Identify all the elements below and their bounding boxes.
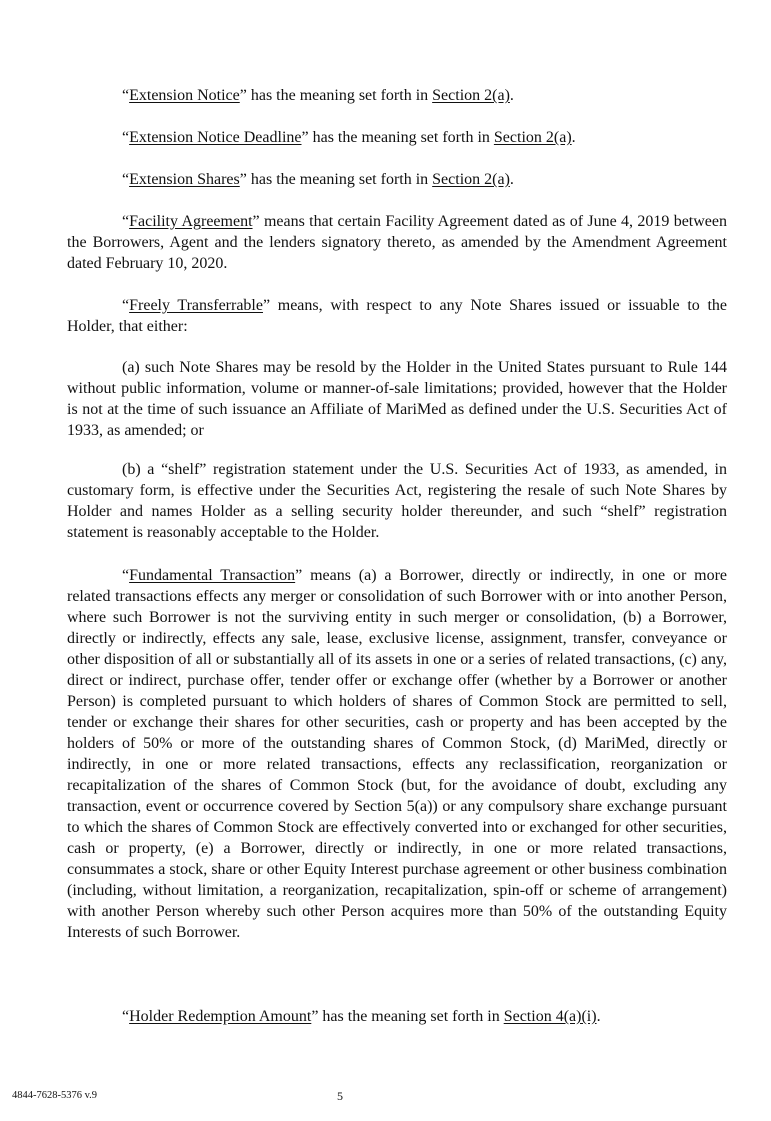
- section-reference: Section 2(a): [432, 87, 510, 104]
- clause-a: (a) such Note Shares may be resold by the Holder in the United States pursuant to Rule 144 without public information, volume or manner-of-sale limitations; provided, however that the Holder is not at the time of such issuance an Affiliate of MariMed as defined under the U.S. Securities Act of 1933, as amended; or: [67, 359, 727, 439]
- clause-b: (b) a “shelf” registration statement under the U.S. Securities Act of 1933, as amended, in customary form, is effective under the Securities Act, registering the resale of such Note Shares by Holder and names Holder as a selling security holder thereunder, and such “shelf” registration statement is reasonably acceptable to the Holder.: [67, 461, 727, 541]
- definition-fundamental-transaction: “Fundamental Transaction” means (a) a Borrower, directly or indirectly, in one or more related transactions effects any merger or consolidation of such Borrower with or into another Person, where such Borrower is not the surviving entity in such merger or consolidation, (b) a Borrower, directly or indirectly, effects any sale, lease, exclusive license, assignment, transfer, conveyance or other disposition of all or substantially all of its assets in one or a series of related transactions, (c) any, direct or indirect, purchase offer, tender offer or exchange offer (whether by a Borrower or another Person) is completed pursuant to which holders of shares of Common Stock are permitted to sell, tender or exchange their shares for other securities, cash or property and has been accepted by the holders of 50% or more of the outstanding shares of Common Stock, (d) MariMed, directly or indirectly, in one or more related transactions, effects any reclassification, reorganization or recapitalization of the shares of Common Stock (but, for the avoidance of doubt, excluding any transaction, event or occurrence covered by Section 5(a)) or any compulsory share exchange pursuant to which the shares of Common Stock are effectively converted into or exchanged for other securities, cash or property, (e) a Borrower, directly or indirectly, in one or more related transactions, consummates a stock, share or other Equity Interest purchase agreement or other business combination (including, without limitation, a reorganization, recapitalization, spin-off or scheme of arrangement) with another Person whereby such other Person acquires more than 50% of the outstanding Equity Interests of such Borrower.: [67, 567, 727, 941]
- definition-holder-redemption-amount: “Holder Redemption Amount” has the meaning set forth in Section 4(a)(i).: [122, 1008, 601, 1025]
- definition-facility-agreement: “Facility Agreement” means that certain Facility Agreement dated as of June 4, 2019 between the Borrowers, Agent and the lenders signatory thereto, as amended by the Amendment Agreement dated February 10, 2020.: [67, 213, 728, 272]
- section-reference: Section 2(a): [493, 129, 572, 146]
- defined-term: Holder Redemption Amount: [129, 1008, 312, 1025]
- defined-term: Freely Transferrable: [129, 297, 263, 314]
- page-number: 5: [337, 1089, 343, 1103]
- defined-term: Fundamental Transaction: [129, 567, 296, 584]
- section-reference: Section 2(a): [432, 171, 510, 188]
- section-reference: Section 4(a)(i): [503, 1008, 597, 1025]
- defined-term: Facility Agreement: [129, 213, 253, 230]
- definition-freely-transferrable: “Freely Transferrable” means, with respect to any Note Shares issued or issuable to the Holder, that either:: [67, 297, 728, 335]
- defined-term: Extension Notice Deadline: [129, 129, 302, 146]
- definition-extension-shares: “Extension Shares” has the meaning set forth in Section 2(a).: [122, 171, 514, 188]
- definition-extension-notice: “Extension Notice” has the meaning set forth in Section 2(a).: [122, 87, 514, 104]
- defined-term: Extension Notice: [129, 87, 240, 104]
- defined-term: Extension Shares: [129, 171, 240, 188]
- definition-extension-notice-deadline: “Extension Notice Deadline” has the meaning set forth in Section 2(a).: [122, 129, 576, 146]
- document-id: 4844-7628-5376 v.9: [12, 1090, 98, 1101]
